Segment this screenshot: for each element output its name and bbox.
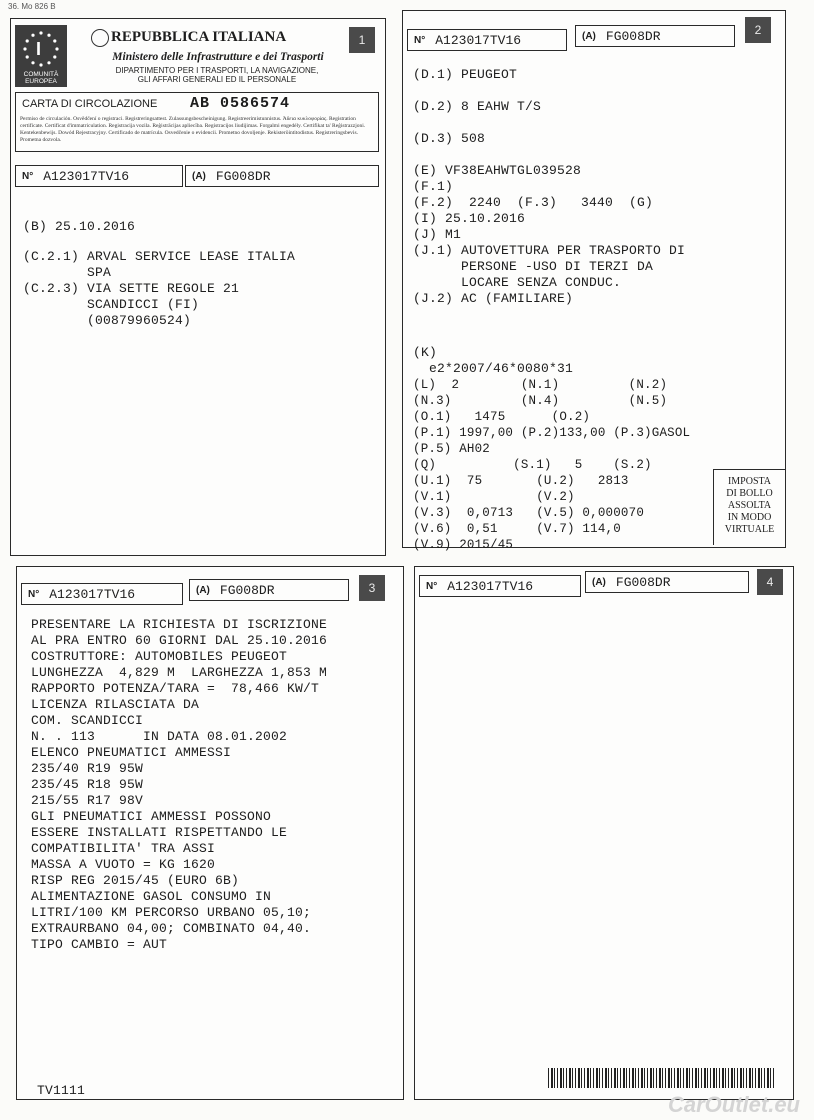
note-line: RISP REG 2015/45 (EURO 6B) — [31, 873, 240, 888]
field-j1-line3: LOCARE SENZA CONDUC. — [413, 275, 622, 290]
note-line: GLI PNEUMATICI AMMESSI POSSONO — [31, 809, 272, 824]
note-line: ESSERE INSTALLATI RISPETTANDO LE — [31, 825, 288, 840]
registration-number: A123017TV16 — [435, 32, 522, 48]
plate-box — [185, 165, 379, 187]
registration-number-box — [407, 29, 567, 51]
field-p5: (P.5) AH02 — [413, 442, 491, 456]
note-line: AL PRA ENTRO 60 GIORNI DAL 25.10.2016 — [31, 633, 328, 648]
field-f2: (F.2) 2240 (F.3) 3440 (G) — [413, 195, 654, 210]
eu-flag-logo — [15, 25, 67, 87]
stamp-duty-box — [713, 469, 785, 545]
country-letter: I — [36, 39, 42, 59]
note-line: ELENCO PNEUMATICI AMMESSI — [31, 745, 232, 760]
department-line-1: DIPARTIMENTO PER I TRASPORTI, LA NAVIGAZIONE, — [115, 66, 319, 75]
note-line: COMPATIBILITA' TRA ASSI — [31, 841, 216, 856]
field-c23-line2: SCANDICCI (FI) — [23, 297, 200, 312]
plate-label: (A) — [192, 170, 206, 182]
field-c21-line2: SPA — [23, 265, 112, 280]
field-d1: (D.1) PEUGEOT — [413, 67, 518, 82]
republic-title: REPUBBLICA ITALIANA — [111, 29, 287, 45]
card-translations: Permiso de circulación. Osvědčení o registraci. Registreringsattest. Zulassungsbescheinigung. Registreerimistunnistus. Άδεια κυκλοφορίας. Registration certificate. Certificat d'immatriculation. Registracija vozila. Reģistrācijas apliecība. Registracijos liudijimas. Forgalmi engedély. Certifikat ta' Reģistrazzjoni. Kentekenbewijs. Dowód Rejestracyjny. Certificado de matrícula. Osvedčenie o evidencii. Prometno dovoljenje. Rekisteröintitodistus. Registreringsbevis. Prometna dozvola. — [20, 116, 366, 143]
registration-number: A123017TV16 — [43, 168, 130, 184]
plate-box — [585, 571, 749, 593]
note-line: ALIMENTAZIONE GASOL CONSUMO IN — [31, 889, 272, 904]
eu-caption: COMUNITÀ EUROPEA — [23, 71, 59, 85]
plate-box — [189, 579, 349, 601]
stamp-duty-line: IMPOSTA — [727, 476, 772, 487]
stamp-duty-line: VIRTUALE — [724, 524, 775, 535]
note-line: TIPO CAMBIO = AUT — [31, 937, 168, 952]
note-line: MASSA A VUOTO = KG 1620 — [31, 857, 216, 872]
page-number-badge: 1 — [349, 27, 375, 53]
number-label: N° — [28, 588, 40, 600]
field-v9: (V.9) 2015/45 — [413, 538, 514, 552]
plate-number: FG008DR — [215, 168, 271, 184]
field-j2: (J.2) AC (FAMILIARE) — [413, 291, 574, 306]
number-label: N° — [22, 170, 34, 182]
field-b: (B) 25.10.2016 — [23, 219, 136, 234]
page-3-panel — [16, 566, 404, 1100]
page-number-badge: 4 — [757, 569, 783, 595]
note-line: COSTRUTTORE: AUTOMOBILES PEUGEOT — [31, 649, 288, 664]
plate-number: FG008DR — [219, 582, 275, 598]
page-1-panel — [10, 18, 386, 556]
number-label: N° — [426, 580, 438, 592]
footer-code: TV1111 — [37, 1083, 86, 1098]
registration-number: A123017TV16 — [447, 578, 534, 594]
registration-number-box — [21, 583, 183, 605]
note-line: 235/40 R19 95W — [31, 761, 144, 776]
field-c21-line1: (C.2.1) ARVAL SERVICE LEASE ITALIA — [23, 249, 296, 264]
field-e: (E) VF38EAHWTGL039528 — [413, 163, 582, 178]
note-line: LUNGHEZZA 4,829 M LARGHEZZA 1,853 M — [31, 665, 328, 680]
card-title: CARTA DI CIRCOLAZIONE — [22, 98, 158, 110]
field-i: (I) 25.10.2016 — [413, 211, 526, 226]
field-d2: (D.2) 8 EAHW T/S — [413, 99, 542, 114]
stamp-duty-line: DI BOLLO — [726, 488, 773, 499]
top-note: 36. Mo 826 B — [8, 2, 56, 11]
number-label: N° — [414, 34, 426, 46]
note-line: 235/45 R18 95W — [31, 777, 144, 792]
field-c23-line3: (00879960524) — [23, 313, 192, 328]
plate-number: FG008DR — [615, 574, 671, 590]
note-line: COM. SCANDICCI — [31, 713, 144, 728]
republic-emblem-icon — [91, 29, 109, 47]
note-line: LITRI/100 KM PERCORSO URBANO 05,10; — [31, 905, 312, 920]
note-line: EXTRAURBANO 04,00; COMBINATO 04,40. — [31, 921, 312, 936]
registration-number-box — [419, 575, 581, 597]
registration-number: A123017TV16 — [49, 586, 136, 602]
field-k: (K) — [413, 345, 438, 360]
watermark: CarOutlet.eu — [667, 1092, 800, 1117]
field-l-n: (L) 2 (N.1) (N.2) — [413, 378, 668, 392]
plate-box — [575, 25, 735, 47]
registration-number-box — [15, 165, 183, 187]
notes-block — [31, 617, 327, 953]
field-j1-line1: (J.1) AUTOVETTURA PER TRASPORTO DI — [413, 243, 686, 258]
field-d3: (D.3) 508 — [413, 131, 486, 146]
field-v6-v7: (V.6) 0,51 (V.7) 114,0 — [413, 522, 621, 536]
ministry-name: Ministero delle Infrastrutture e dei Trasporti — [112, 51, 324, 63]
note-line: 215/55 R17 98V — [31, 793, 144, 808]
stamp-duty-line: IN MODO — [727, 512, 772, 523]
field-c23-line1: (C.2.3) VIA SETTE REGOLE 21 — [23, 281, 240, 296]
field-u: (U.1) 75 (U.2) 2813 — [413, 474, 629, 488]
note-line: N. . 113 IN DATA 08.01.2002 — [31, 729, 288, 744]
field-n3-n5: (N.3) (N.4) (N.5) — [413, 394, 668, 408]
field-f1: (F.1) — [413, 179, 454, 194]
field-v1-v2: (V.1) (V.2) — [413, 490, 575, 504]
stamp-duty-line: ASSOLTA — [727, 500, 772, 511]
department-name — [77, 66, 357, 84]
eu-stars-icon — [21, 29, 61, 69]
field-q-s: (Q) (S.1) 5 (S.2) — [413, 458, 652, 472]
plate-label: (A) — [196, 584, 210, 596]
card-title-box — [15, 92, 379, 152]
page-4-panel — [414, 566, 794, 1100]
plate-label: (A) — [592, 576, 606, 588]
department-line-2: GLI AFFARI GENERALI ED IL PERSONALE — [137, 75, 297, 84]
field-k-value: e2*2007/46*0080*31 — [413, 361, 574, 376]
plate-number: FG008DR — [605, 28, 661, 44]
barcode — [548, 1068, 776, 1088]
note-line: LICENZA RILASCIATA DA — [31, 697, 200, 712]
page-number-badge: 2 — [745, 17, 771, 43]
field-j1-line2: PERSONE -USO DI TERZI DA — [413, 259, 654, 274]
field-j: (J) M1 — [413, 227, 462, 242]
note-line: RAPPORTO POTENZA/TARA = 78,466 KW/T — [31, 681, 320, 696]
page-number-badge: 3 — [359, 575, 385, 601]
card-number: AB 0586574 — [190, 95, 291, 112]
page-2-panel — [402, 10, 786, 552]
note-line: PRESENTARE LA RICHIESTA DI ISCRIZIONE — [31, 617, 328, 632]
field-p: (P.1) 1997,00 (P.2)133,00 (P.3)GASOL — [413, 426, 691, 440]
plate-label: (A) — [582, 30, 596, 42]
field-v3-v5: (V.3) 0,0713 (V.5) 0,000070 — [413, 506, 645, 520]
field-o: (O.1) 1475 (O.2) — [413, 410, 591, 424]
